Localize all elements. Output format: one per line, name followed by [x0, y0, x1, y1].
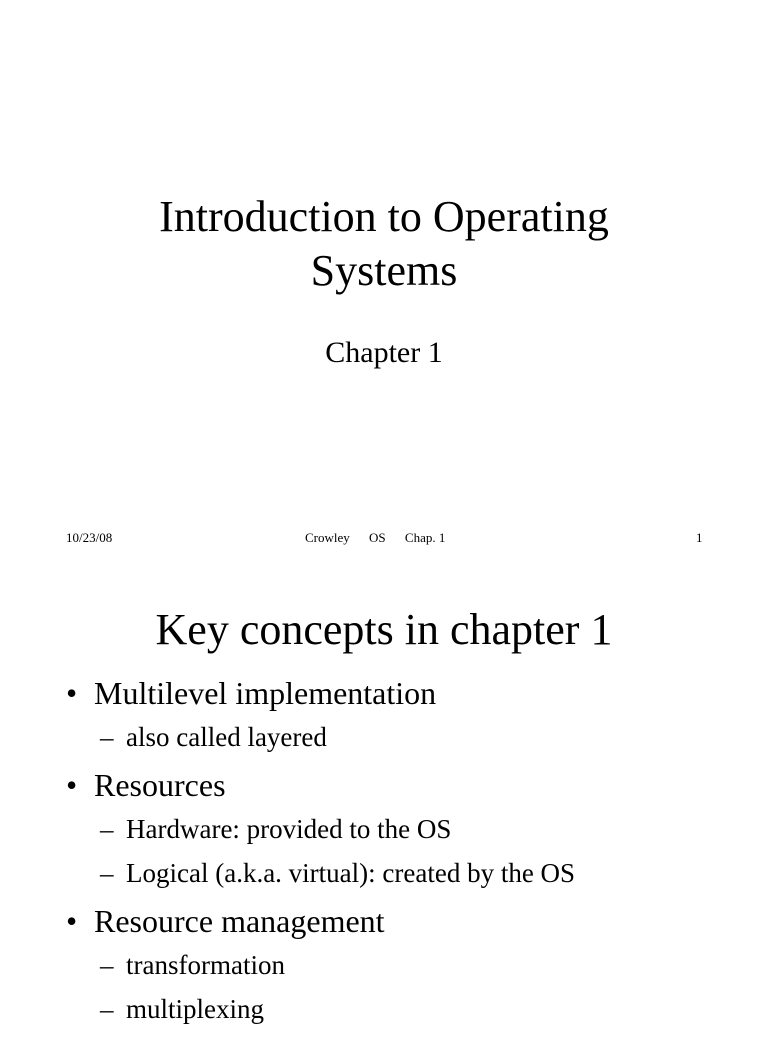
bullet-marker: • — [66, 903, 78, 939]
bullet-list — [66, 673, 756, 1037]
bullet-marker: • — [66, 675, 78, 711]
bullet-text: Resources — [94, 767, 226, 803]
bullet-item — [66, 901, 756, 1031]
sub-item — [100, 987, 756, 1031]
slide-1-title-line-1: Introduction to Operating — [159, 192, 609, 241]
dash-marker: – — [100, 814, 114, 844]
sub-list — [100, 715, 756, 759]
sub-item — [100, 943, 756, 987]
sub-item-text: Logical (a.k.a. virtual): created by the OS — [126, 858, 576, 888]
bullet-item — [66, 765, 756, 895]
bullet-text: Resource management — [94, 903, 385, 939]
footer-date: 10/23/08 — [66, 530, 113, 545]
slide-1-title-line-2: Systems — [310, 246, 458, 295]
sub-item — [100, 715, 756, 759]
slide-1-title — [0, 190, 768, 298]
sub-item — [100, 851, 756, 895]
sub-item — [100, 807, 756, 851]
sub-item-text: also called layered — [126, 722, 327, 752]
sub-item-text: transformation — [126, 950, 285, 980]
footer-page-number: 1 — [696, 530, 703, 545]
bullet-marker: • — [66, 767, 78, 803]
footer-center — [305, 530, 461, 546]
slide-2-title: Key concepts in chapter 1 — [155, 605, 613, 654]
footer-chapter: Chap. 1 — [404, 530, 446, 545]
footer-course: OS — [369, 530, 386, 545]
sub-list — [100, 943, 756, 1031]
dash-marker: – — [100, 858, 114, 888]
dash-marker: – — [100, 950, 114, 980]
dash-marker: – — [100, 994, 114, 1024]
sub-list — [100, 807, 756, 895]
bullet-text: Multilevel implementation — [94, 675, 437, 711]
footer-author: Crowley — [305, 530, 350, 545]
sub-item-text: multiplexing — [126, 994, 264, 1024]
bullet-item — [66, 673, 756, 759]
dash-marker: – — [100, 722, 114, 752]
sub-item-text: Hardware: provided to the OS — [126, 814, 452, 844]
slide-1-subtitle: Chapter 1 — [325, 336, 443, 369]
slide-2 — [0, 575, 768, 1024]
